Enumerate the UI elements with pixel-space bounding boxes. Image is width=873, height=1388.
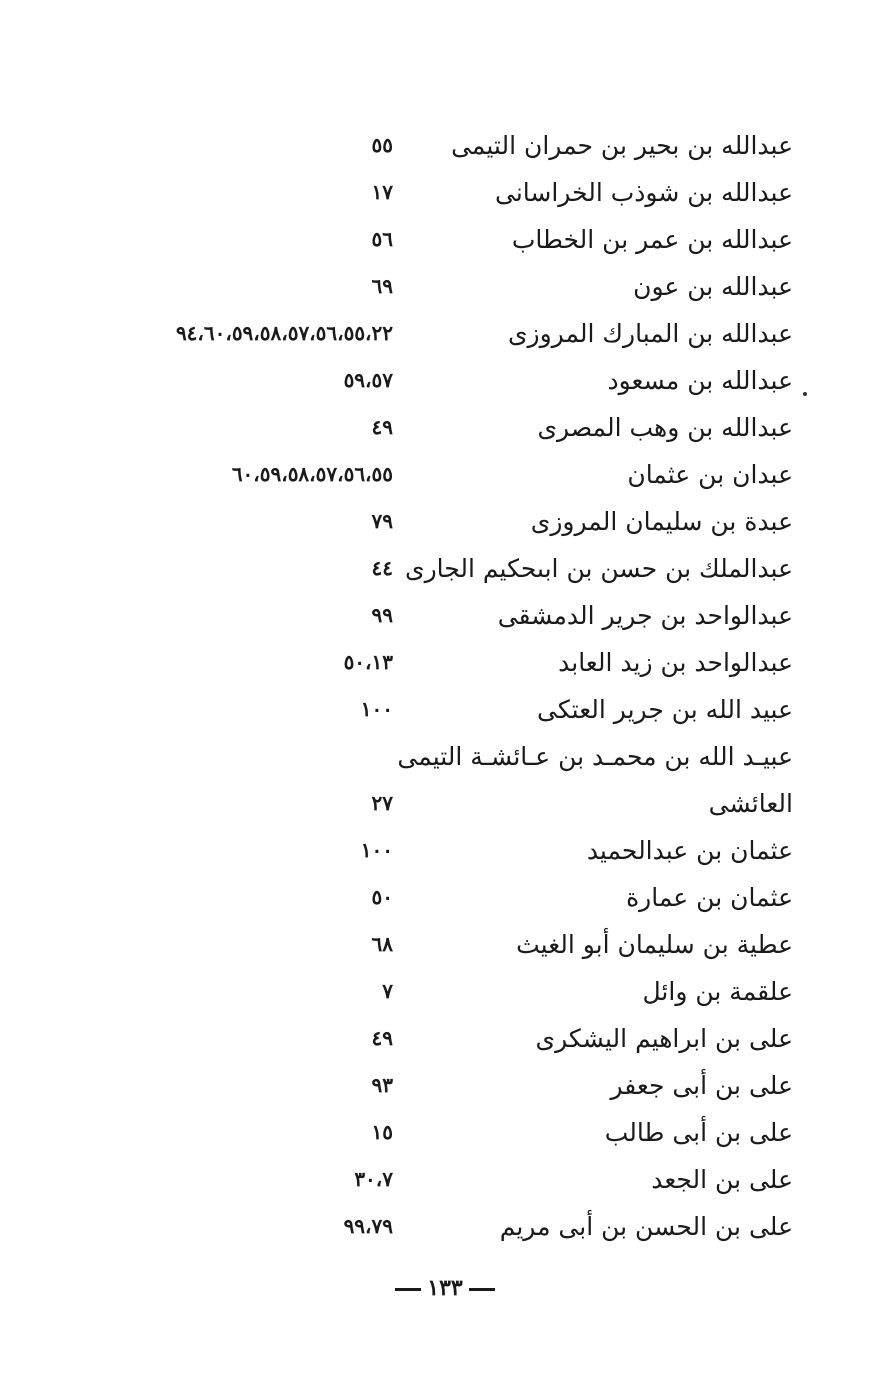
entry-name: عطية بن سليمان أبو الغيث <box>516 930 793 959</box>
entry-name: عبدالله بن المبارك المروزى <box>507 319 793 348</box>
entry-pages: ٧ <box>382 979 393 1003</box>
entry-pages: ٦٨ <box>371 932 393 956</box>
entry-name: عبدالله بن عون <box>633 272 793 301</box>
entry-pages: ٩٩،٧٩ <box>343 1214 393 1238</box>
entry-name: عبدالله بن بحير بن حمران التيمى <box>451 131 793 160</box>
entry-pages: ٦٠،٥٩،٥٨،٥٧،٥٦،٥٥ <box>231 462 393 486</box>
entry-name: عبدالواحد بن زيد العابد <box>558 648 793 677</box>
entry-name: العائشى <box>708 789 793 818</box>
index-entry <box>0 827 873 874</box>
entry-name: عبدالملك بن حسن بن ابىحكيم الجارى <box>405 554 793 583</box>
index-entry <box>0 498 873 545</box>
entry-name: عبدالله بن وهب المصرى <box>537 413 793 442</box>
index-entry <box>0 310 873 357</box>
entry-name: عبدالواحد بن جرير الدمشقى <box>497 601 793 630</box>
entry-pages: ٤٩ <box>371 1026 393 1050</box>
entry-pages: ١٥ <box>371 1120 393 1144</box>
index-entry <box>0 639 873 686</box>
entry-name: عبدالله بن عمر بن الخطاب <box>511 225 793 254</box>
footer-dash-right <box>469 1288 495 1291</box>
index-entry <box>0 592 873 639</box>
index-entry <box>0 1015 873 1062</box>
entry-pages: ٦٩ <box>371 274 393 298</box>
entry-pages: ٥٩،٥٧ <box>343 368 393 392</box>
page-number: ١٣٣ <box>427 1275 463 1301</box>
entry-name: على بن أبى جعفر <box>610 1071 793 1100</box>
entry-name: عثمان بن عبدالحميد <box>586 836 793 865</box>
index-entry <box>0 169 873 216</box>
index-entry <box>0 263 873 310</box>
entry-name: على بن ابراهيم اليشكرى <box>535 1024 793 1053</box>
entry-pages: ٢٧ <box>371 791 393 815</box>
entry-name: على بن الحسن بن أبى مريم <box>499 1212 793 1241</box>
index-list <box>0 122 873 1250</box>
entry-pages: ٥٠ <box>371 885 393 909</box>
entry-pages: ٥٥ <box>371 133 393 157</box>
index-entry <box>0 451 873 498</box>
entry-name: عبيـد الله بن محمـد بن عـائشـة التيمى <box>397 742 793 771</box>
entry-pages: ٩٩ <box>371 603 393 627</box>
entry-pages: ٩٣ <box>371 1073 393 1097</box>
entry-name: عبيد الله بن جرير العتكى <box>537 695 793 724</box>
footer-dash-left <box>395 1288 421 1291</box>
entry-name: عبدان بن عثمان <box>627 460 793 489</box>
index-entry <box>0 968 873 1015</box>
index-entry <box>0 780 873 827</box>
entry-pages: ٥٠،١٣ <box>343 650 393 674</box>
entry-pages: ٥٦ <box>371 227 393 251</box>
entry-pages: ٧٩ <box>371 509 393 533</box>
index-entry <box>0 1062 873 1109</box>
index-entry <box>0 733 873 780</box>
index-entry <box>0 545 873 592</box>
entry-pages: ٩٤،٦٠،٥٩،٥٨،٥٧،٥٦،٥٥،٢٢ <box>175 321 393 345</box>
entry-pages: ٤٩ <box>371 415 393 439</box>
index-entry <box>0 874 873 921</box>
entry-name: على بن الجعد <box>651 1165 793 1194</box>
entry-pages: ٤٤ <box>371 556 393 580</box>
index-entry <box>0 1156 873 1203</box>
entry-name: على بن أبى طالب <box>604 1118 793 1147</box>
entry-name: عبدالله بن شوذب الخراسانى <box>495 178 793 207</box>
entry-pages: ١٠٠ <box>360 838 393 862</box>
index-entry <box>0 686 873 733</box>
index-entry <box>0 921 873 968</box>
page-footer <box>380 1268 510 1308</box>
index-entry <box>0 216 873 263</box>
index-entry <box>0 122 873 169</box>
index-entry <box>0 1109 873 1156</box>
entry-pages: ٣٠،٧ <box>354 1167 393 1191</box>
entry-name: عثمان بن عمارة <box>626 883 793 912</box>
ink-speck <box>803 392 807 396</box>
entry-name: عبدة بن سليمان المروزى <box>530 507 793 536</box>
entry-pages: ١٧ <box>371 180 393 204</box>
index-entry <box>0 1203 873 1250</box>
entry-name: علقمة بن وائل <box>642 977 793 1006</box>
index-entry <box>0 404 873 451</box>
entry-name: عبدالله بن مسعود <box>607 366 793 395</box>
entry-pages: ١٠٠ <box>360 697 393 721</box>
index-entry <box>0 357 873 404</box>
